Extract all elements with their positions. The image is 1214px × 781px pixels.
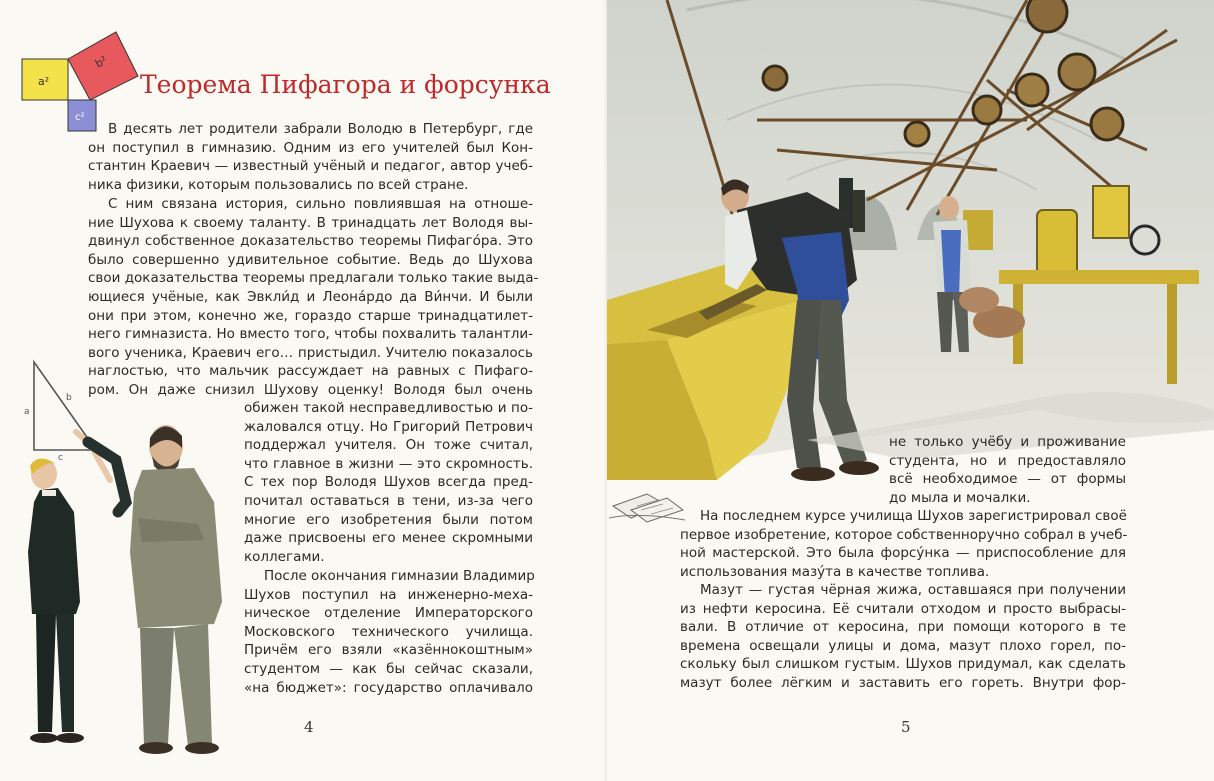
- triangle-a-label: a: [24, 407, 30, 417]
- continued-paragraph: [889, 433, 1126, 507]
- right-page: [607, 0, 1214, 781]
- text-line: коллегами.: [244, 548, 325, 565]
- text-line: многие его изобретения были потом: [244, 511, 533, 528]
- text-line: На последнем курсе училища Шухов зарегистрировал своё: [700, 508, 1127, 524]
- text-line: было совершенно удивительное событие. Ведь до Шухова: [88, 251, 533, 268]
- page-title: Теорема Пифагора и форсунка: [140, 70, 551, 99]
- text-line: обижен такой несправедливостью и по-: [244, 400, 533, 416]
- square-b-label: b²: [93, 53, 110, 71]
- text-line: С тех пор Володя Шухов всегда пред-: [244, 474, 533, 491]
- text-line: наглостью, что мальчик рассуждает на равных с Пифаго-: [88, 363, 533, 380]
- text-line: почитал оставаться в тени, из-за чего: [244, 492, 533, 509]
- text-line: всё необходимое — от формы: [889, 471, 1126, 488]
- triangle-c-label: c: [58, 453, 63, 463]
- text-line: использования мазу́та в качестве топлива.: [680, 563, 990, 580]
- text-line: Причём его взяли «казённокоштным»: [244, 642, 533, 659]
- page-number: 5: [901, 718, 911, 736]
- square-c-label: c²: [75, 112, 85, 123]
- paragraph-3: [244, 567, 533, 697]
- text-line: первое изобретение, которое собственноручно собрал в учеб-: [680, 526, 1128, 543]
- page-number: 4: [304, 718, 314, 736]
- student-teacher-illustration: [18, 352, 233, 762]
- text-line: После окончания гимназии Владимир: [264, 568, 535, 584]
- text-line: жаловался отцу. Но Григорий Петрович: [244, 418, 533, 435]
- text-line: В десять лет родители забрали Володю в Петербург, где: [108, 121, 533, 137]
- text-line: мазут более лёгким и заставить его гореть. Внутри фор-: [680, 674, 1126, 691]
- text-line: ние Шухова к своему таланту. В тринадцать лет Володя вы-: [88, 214, 533, 231]
- text-line: него гимназиста. Но вместо того, чтобы похвалить талантли-: [88, 326, 533, 343]
- text-line: они при этом, конечно же, гораздо старше тринадцатилет-: [88, 307, 533, 324]
- papers-sketch: [607, 484, 687, 528]
- paragraph-1: [88, 120, 533, 194]
- text-line: ной мастерской. Это была форсу́нка — приспособление для: [680, 545, 1126, 562]
- text-line: ника физики, которым пользовались по всей стране.: [88, 176, 469, 193]
- text-line: стантин Краевич — известный учёный и педагог, автор учеб-: [88, 158, 533, 175]
- text-line: ром. Он даже снизил Шухову оценку! Володя был очень: [88, 381, 533, 398]
- text-line: Мазут — густая чёрная жижа, оставшаяся при получении: [700, 582, 1126, 598]
- text-line: поддержал учителя. Он тоже считал,: [244, 437, 533, 454]
- workshop-illustration: [607, 0, 1214, 485]
- triangle-b-label: b: [66, 393, 72, 403]
- teacher-figure: [130, 425, 222, 754]
- text-line: ющиеся учёные, как Эвкли́д и Леона́рдо да Ви́нчи. И были: [88, 288, 533, 305]
- paragraph-2-continued: [244, 399, 533, 566]
- text-line: скольку был слишком густым. Шухов придумал, как сделать: [680, 656, 1126, 673]
- text-line: он поступил в гимназию. Одним из его учителей был Кон-: [88, 139, 533, 156]
- text-line: студентом — как бы сейчас сказали,: [244, 660, 533, 677]
- text-line: вали. В отличие от керосина, при помощи которого в те: [680, 619, 1126, 636]
- text-line: «на бюджет»: государство оплачивало: [244, 679, 533, 696]
- text-line: из нефти керосина. Её считали отходом и просто выбрасы-: [680, 600, 1126, 617]
- text-line: Шухов поступил на инженерно-меха-: [244, 586, 533, 603]
- text-line: что главное в жизни — это скромность.: [244, 455, 533, 472]
- text-line: времена освещали улицы и дома, мазут плохо горел, по-: [680, 637, 1126, 654]
- text-line: свои доказательства теоремы предлагали только такие выда-: [88, 270, 539, 287]
- text-line: Московского технического училища.: [244, 623, 533, 640]
- text-line: не только учёбу и проживание: [889, 434, 1126, 450]
- text-line: вого ученика, Краевич его… пристыдил. Учителю показалось: [88, 344, 533, 361]
- boy-figure: [28, 432, 126, 743]
- text-line: двинул собственное доказательство теоремы Пифаго́ра. Это: [88, 233, 533, 250]
- invention-paragraph: [680, 507, 1126, 581]
- square-a-label: a²: [38, 75, 50, 88]
- text-line: студента, но и предоставляло: [889, 452, 1126, 469]
- text-line: до мыла и мочалки.: [889, 489, 1031, 506]
- mazut-paragraph: [680, 581, 1126, 693]
- text-line: С ним связана история, сильно повлиявшая на отноше-: [108, 196, 533, 212]
- text-line: даже присвоены его менее скромными: [244, 530, 533, 547]
- text-line: ническое отделение Императорского: [244, 605, 533, 622]
